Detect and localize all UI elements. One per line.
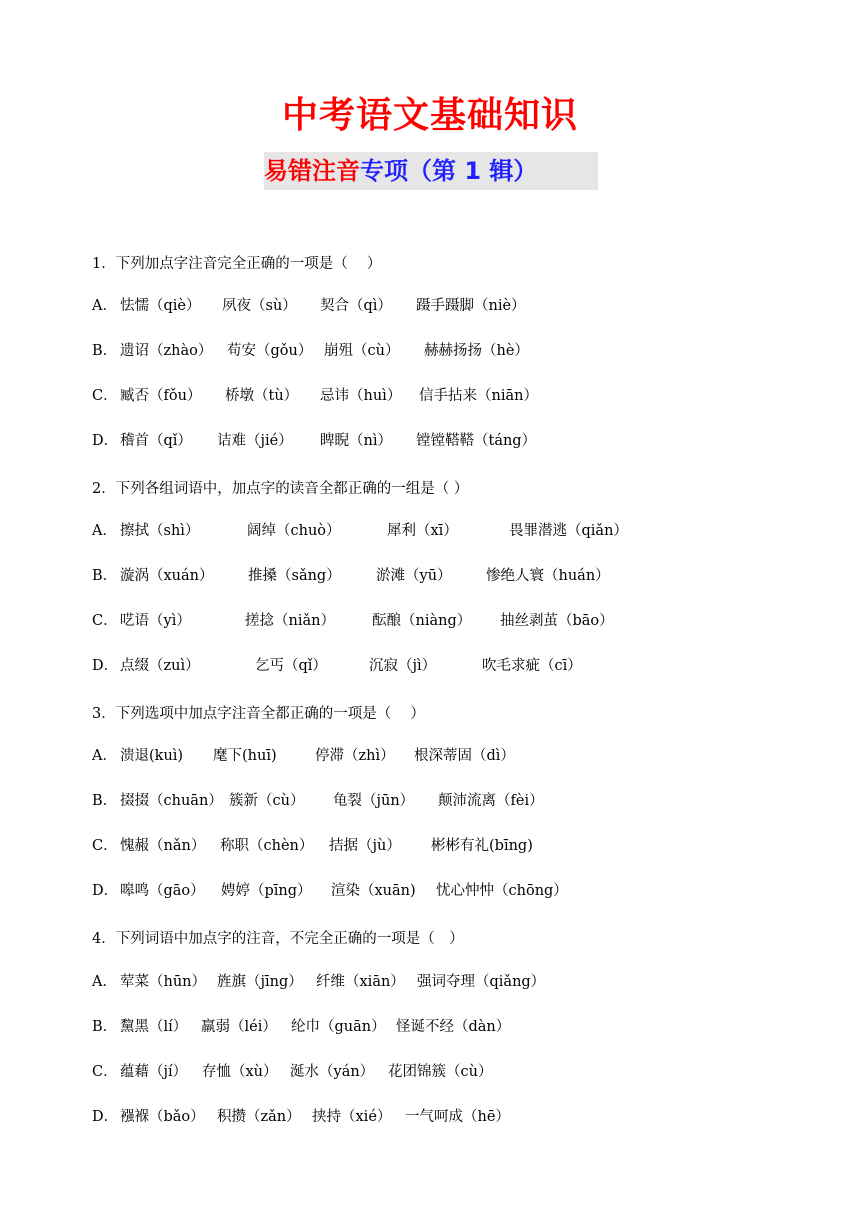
option-item: 襁褓（bǎo） bbox=[120, 1109, 205, 1125]
option-item: 一气呵成（hē） bbox=[405, 1109, 510, 1125]
option-item: 拮据（jù） bbox=[329, 838, 401, 854]
option-item: 纶巾（guān） bbox=[291, 1019, 386, 1035]
option-item: 遗诏（zhào） bbox=[120, 343, 213, 359]
option-letter: B． bbox=[92, 1019, 118, 1035]
option-item: 点缀（zuì） bbox=[120, 658, 200, 674]
option-item: 怯懦（qiè） bbox=[120, 298, 201, 314]
option-item: 娉婷（pīng） bbox=[221, 883, 312, 899]
option-item: 花团锦簇（cù） bbox=[388, 1064, 493, 1080]
option-item: 搓捻（niǎn） bbox=[245, 613, 335, 629]
option-item: 惨绝人寰（huán） bbox=[486, 568, 610, 584]
option-item: 积攒（zǎn） bbox=[217, 1109, 301, 1125]
option-letter: A． bbox=[92, 748, 117, 764]
option-item: 旌旗（jīng） bbox=[217, 974, 303, 990]
option-item: 簇新（cù） bbox=[229, 793, 305, 809]
option-item: 睥睨（nì） bbox=[320, 433, 392, 449]
option-item: 颠沛流离（fèi） bbox=[438, 793, 544, 809]
option-item: 涎水（yán） bbox=[290, 1064, 375, 1080]
option-letter: C． bbox=[92, 838, 118, 854]
option-letter: D． bbox=[92, 433, 119, 449]
option-letter: B． bbox=[92, 568, 118, 584]
option-item: 诘难（jié） bbox=[217, 433, 293, 449]
option-item: 麾下(huī) bbox=[213, 748, 277, 764]
option-item: 臧否（fǒu） bbox=[120, 388, 202, 404]
option-letter: D． bbox=[92, 658, 119, 674]
option-item: 抽丝剥茧（bāo） bbox=[500, 613, 614, 629]
option-item: 彬彬有礼(bīng) bbox=[431, 838, 533, 854]
option-item: 称职（chèn） bbox=[220, 838, 314, 854]
option-letter: C． bbox=[92, 388, 118, 404]
option-letter: B． bbox=[92, 793, 118, 809]
option-item: 淤滩（yū） bbox=[376, 568, 452, 584]
question-2-stem: 2．下列各组词语中，加点字的读音全都正确的一组是（ ） bbox=[92, 481, 469, 497]
option-item: 赫赫扬扬（hè） bbox=[424, 343, 529, 359]
option-letter: A． bbox=[92, 298, 117, 314]
option-item: 根深蒂固（dì） bbox=[414, 748, 515, 764]
option-letter: C． bbox=[92, 613, 118, 629]
page-subtitle bbox=[264, 152, 598, 190]
option-item: 桥墩（tù） bbox=[225, 388, 299, 404]
option-item: 稽首（qǐ） bbox=[120, 433, 192, 449]
option-letter: D． bbox=[92, 1109, 119, 1125]
option-item: 强词夺理（qiǎng） bbox=[417, 974, 546, 990]
option-item: 酝酿（niàng） bbox=[372, 613, 472, 629]
option-item: 崩殂（cù） bbox=[324, 343, 400, 359]
page-title: 中考语文基础知识 bbox=[281, 95, 578, 136]
option-letter: D． bbox=[92, 883, 119, 899]
option-item: 蕴藉（jí） bbox=[120, 1064, 188, 1080]
option-item: 怪诞不经（dàn） bbox=[396, 1019, 511, 1035]
option-letter: C． bbox=[92, 1064, 118, 1080]
option-item: 苟安（gǒu） bbox=[227, 343, 313, 359]
option-item: 存恤（xù） bbox=[202, 1064, 278, 1080]
option-item: 信手拈来（niān） bbox=[419, 388, 538, 404]
option-letter: A． bbox=[92, 974, 117, 990]
option-item: 擦拭（shì） bbox=[120, 523, 200, 539]
option-item: 沉寂（jì） bbox=[369, 658, 437, 674]
option-item: 蹑手蹑脚（niè） bbox=[416, 298, 526, 314]
option-item: 漩涡（xuán） bbox=[120, 568, 214, 584]
option-item: 契合（qì） bbox=[320, 298, 392, 314]
option-item: 阔绰（chuò） bbox=[247, 523, 341, 539]
option-item: 推搡（sǎng） bbox=[248, 568, 341, 584]
option-item: 乞丐（qǐ） bbox=[255, 658, 327, 674]
subtitle-part-red: 易错注音 bbox=[264, 157, 360, 185]
option-item: 纤维（xiān） bbox=[316, 974, 405, 990]
option-letter: B． bbox=[92, 343, 118, 359]
option-item: 龟裂（jūn） bbox=[333, 793, 415, 809]
option-item: 愧赧（nǎn） bbox=[120, 838, 206, 854]
option-item: 停滞（zhì） bbox=[315, 748, 395, 764]
option-item: 呓语（yì） bbox=[120, 613, 191, 629]
option-item: 忌讳（huì） bbox=[320, 388, 402, 404]
option-item: 夙夜（sù） bbox=[222, 298, 297, 314]
option-item: 羸弱（léi） bbox=[201, 1019, 277, 1035]
option-item: 畏罪潜逃（qiǎn） bbox=[509, 523, 628, 539]
option-item: 忧心忡忡（chōng） bbox=[436, 883, 568, 899]
option-item: 黧黑（lí） bbox=[120, 1019, 188, 1035]
question-3-stem: 3．下列选项中加点字注音全都正确的一项是（ ） bbox=[92, 706, 425, 722]
option-item: 镗镗鞳鞳（táng） bbox=[416, 433, 537, 449]
option-item: 掇掇（chuān） bbox=[120, 793, 223, 809]
option-item: 嗥鸣（gāo） bbox=[120, 883, 205, 899]
option-item: 溃退(kuì) bbox=[120, 748, 184, 764]
option-item: 渲染（xuān) bbox=[331, 883, 416, 899]
question-1-stem: 1．下列加点字注音完全正确的一项是（ ） bbox=[92, 256, 382, 272]
option-item: 吹毛求疵（cī） bbox=[482, 658, 582, 674]
option-item: 荤菜（hūn） bbox=[120, 974, 207, 990]
question-4-stem: 4．下列词语中加点字的注音，不完全正确的一项是（ ） bbox=[92, 931, 464, 947]
option-item: 犀利（xī） bbox=[387, 523, 458, 539]
option-item: 挟持（xié） bbox=[312, 1109, 392, 1125]
subtitle-part-blue: 专项（第 1 辑） bbox=[360, 157, 538, 185]
option-letter: A． bbox=[92, 523, 117, 539]
